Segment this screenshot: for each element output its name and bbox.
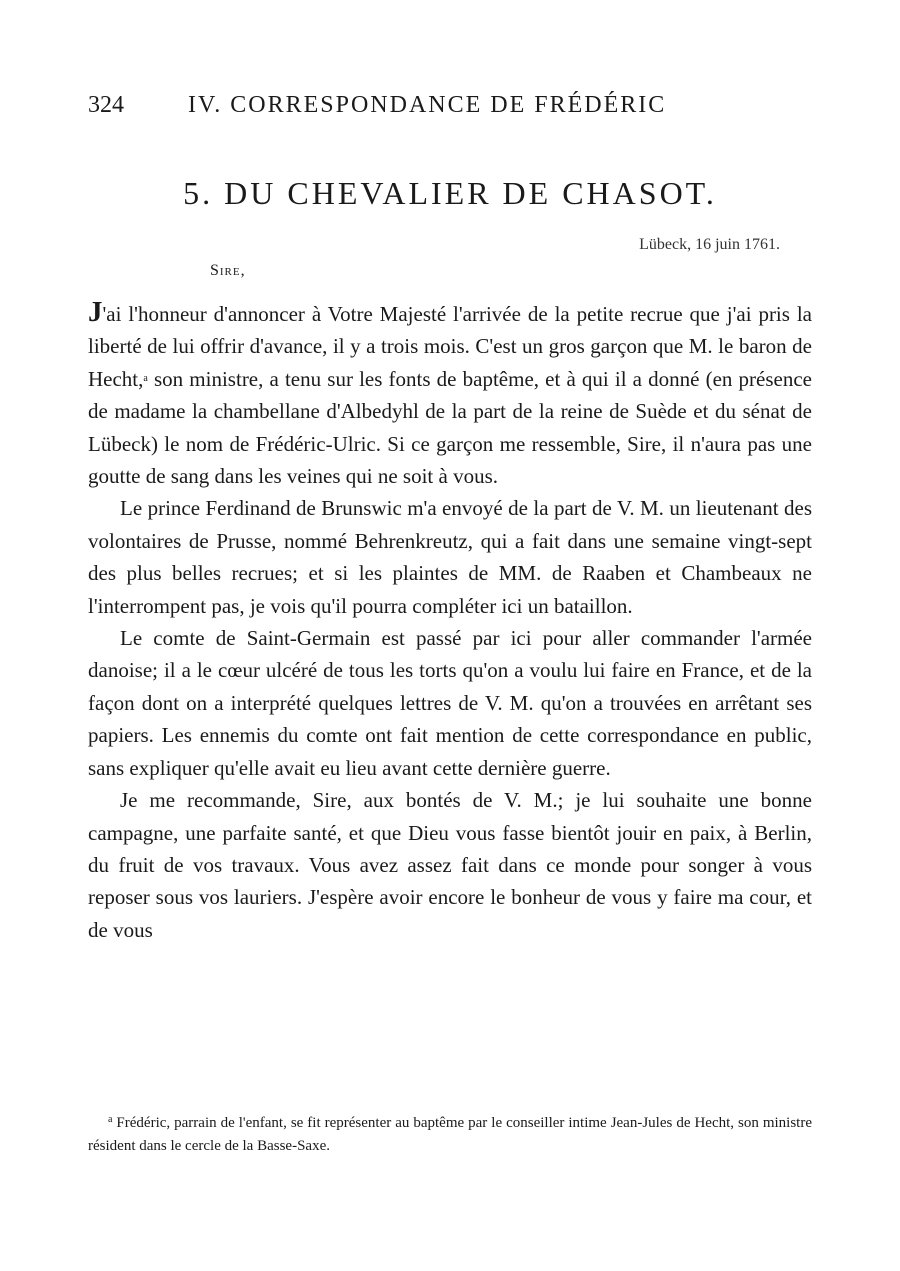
letter-title: 5. DU CHEVALIER DE CHASOT. <box>183 175 717 211</box>
paragraph-3: Le comte de Saint-Germain est passé par ici pour aller commander l'armée danoise; il a le cœur ulcéré de tous les torts qu'on a voulu lui faire en France, et de la façon dont on a interprété quelques lettres de V. M. qu'on a trouvées en arrêtant ses papiers. Les ennemis du comte ont fait mention de cette correspondance en public, sans expliquer qu'elle avait eu lieu avant cette dernière guerre. <box>88 626 812 780</box>
paragraph-4: Je me recommande, Sire, aux bontés de V. M.; je lui souhaite une bonne campagne, une parfaite santé, et que Dieu vous fasse bientôt jouir en paix, à Berlin, du fruit de vos travaux. Vous avez assez fait dans ce monde pour songer à vous reposer sous vos lauriers. J'espère avoir encore le bonheur de vous y faire ma cour, et de vous <box>88 788 812 942</box>
paragraph-2: Le prince Ferdinand de Brunswic m'a envoyé de la part de V. M. un lieutenant des volontaires de Prusse, nommé Behrenkreutz, qui a fait dans une semaine vingt-sept des plus belles recrues; et si les plaintes de MM. de Raaben et Chambeaux ne l'interrompent pas, je vois qu'il pourra compléter ici un bataillon. <box>88 496 812 618</box>
page-number: 324 <box>88 92 124 118</box>
footnote <box>88 1108 812 1158</box>
footnote-text: Frédéric, parrain de l'enfant, se fit représenter au baptême par le conseiller intime Jean-Jules de Hecht, son ministre résident dans le cercle de la Basse-Saxe. <box>88 1115 812 1154</box>
paragraph-1-text-a: 'ai l'honneur d'annoncer à Votre Majesté l'arrivée de la petite recrue que j'ai pris la liberté de lui offrir d'avance, il y a trois mois. C'est un gros garçon que M. le baron de Hecht, <box>88 302 812 391</box>
letter-dateline: Lübeck, 16 juin 1761. <box>639 236 780 253</box>
footnote-reference: a <box>143 372 148 384</box>
paragraph-1-text-b: son ministre, a tenu sur les fonts de baptême, et à qui il a donné (en présence de madame la chambellane d'Albedyhl de la part de la reine de Suède et du sénat de Lübeck) le nom de Frédéric-Ulric. Si ce garçon me ressemble, Sire, il n'aura pas une goutte de sang dans les veines qui ne soit à vous. <box>88 366 812 489</box>
running-title: IV. CORRESPONDANCE DE FRÉDÉRIC <box>188 92 667 118</box>
paragraph-1 <box>88 296 812 492</box>
running-head <box>88 92 728 119</box>
footnote-mark: a <box>108 1114 113 1125</box>
drop-cap: J <box>88 296 103 328</box>
letter-salutation: Sire, <box>210 262 246 279</box>
letter-body <box>88 296 812 946</box>
